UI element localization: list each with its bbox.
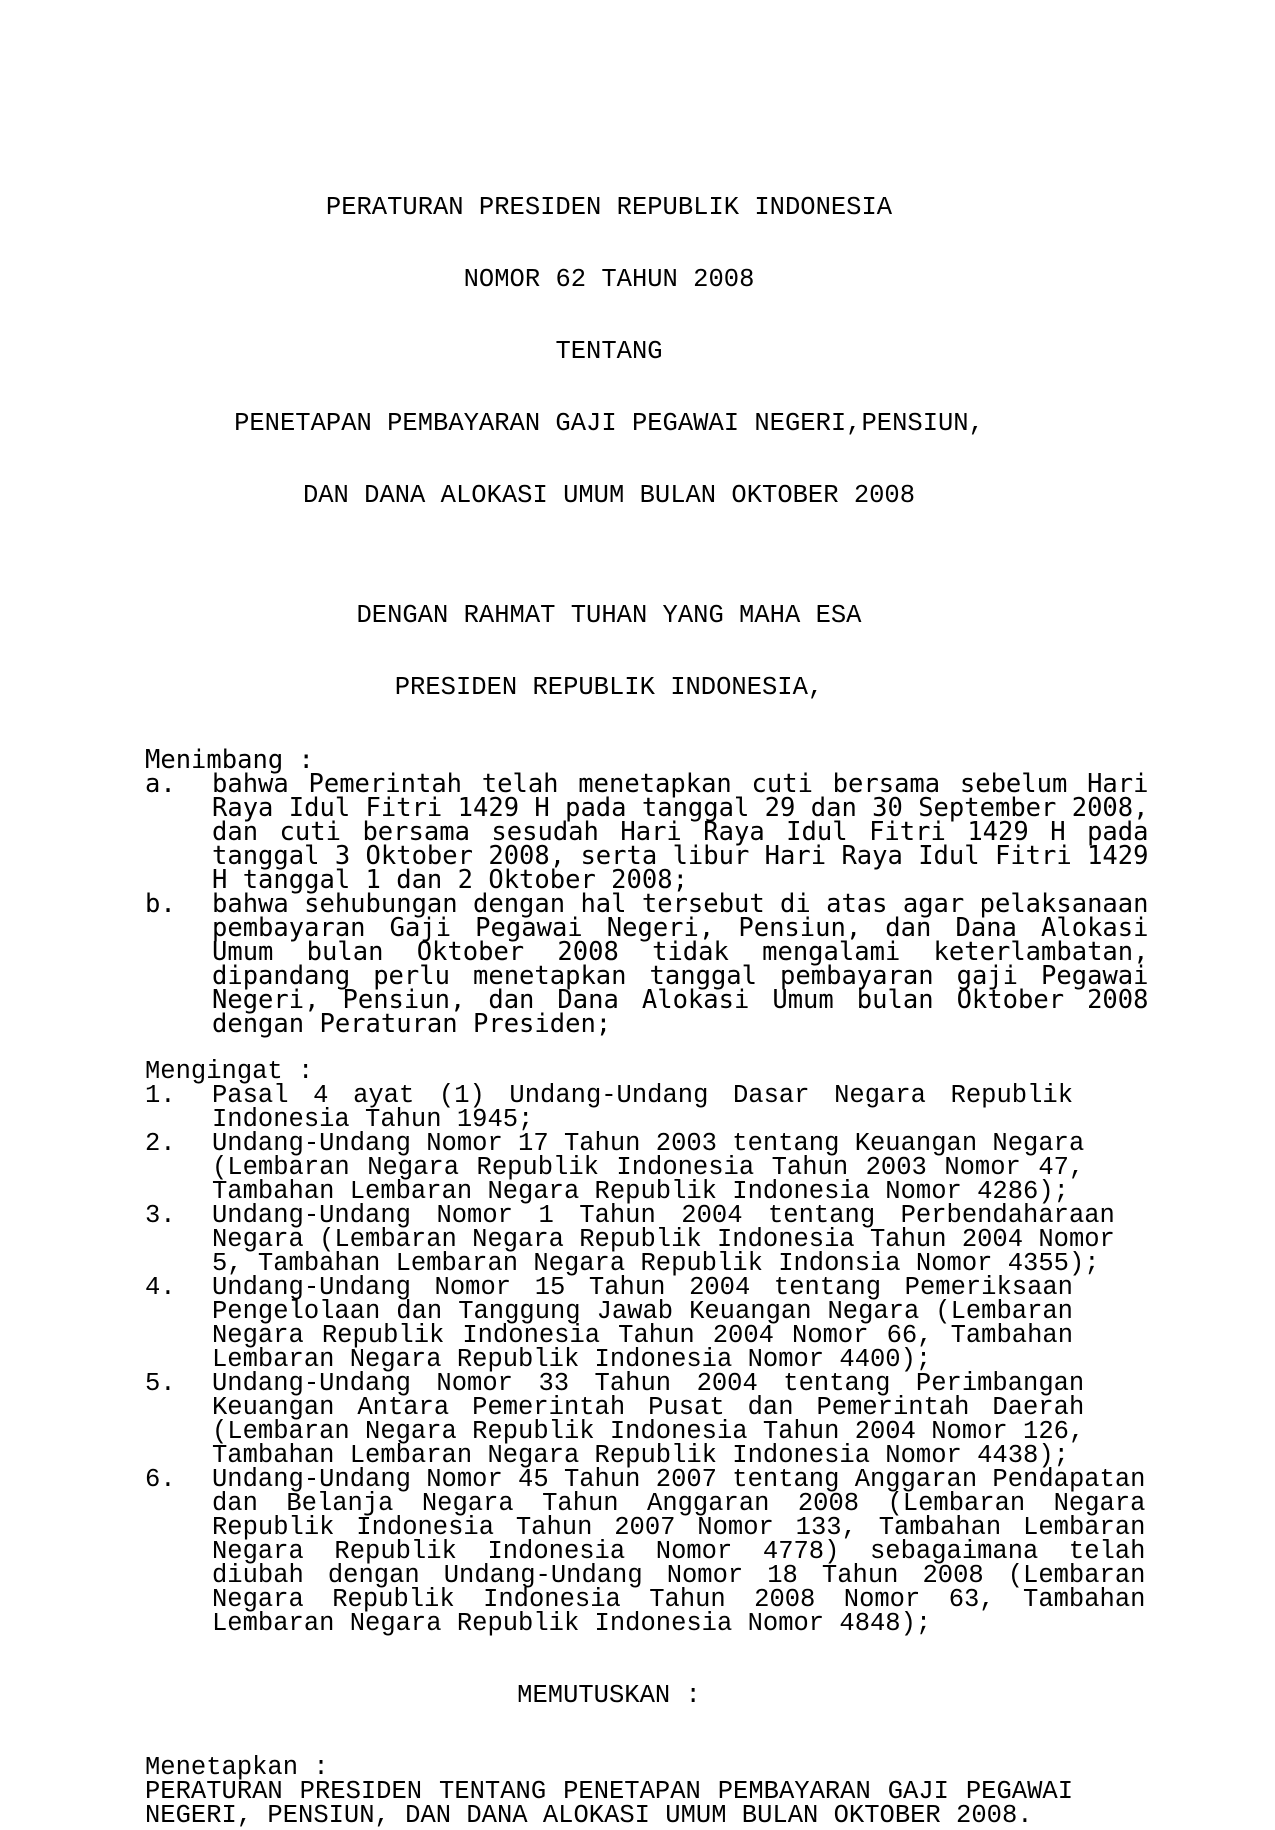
list-body xyxy=(212,1129,1085,1206)
text-line: dengan Peraturan Presiden; xyxy=(212,1009,612,1039)
list-item xyxy=(145,1465,1146,1638)
title-line-4: PENETAPAN PEMBAYARAN GAJI PEGAWAI NEGERI,PENSIUN, xyxy=(234,409,984,438)
title-line-2: NOMOR 62 TAHUN 2008 xyxy=(463,265,755,294)
text-line: Keuangan Antara Pemerintah Pusat dan Pemerintah Daerah xyxy=(212,1393,1085,1422)
list-body xyxy=(212,1369,1085,1470)
text-line: (Lembaran Negara Republik Indonesia Tahun 2004 Nomor 126, xyxy=(212,1417,1085,1446)
list-body xyxy=(212,1201,1115,1278)
text-line: PERATURAN PRESIDEN TENTANG PENETAPAN PEMBAYARAN GAJI PEGAWAI xyxy=(145,1777,1073,1806)
text-line: Negara (Lembaran Negara Republik Indonesia Tahun 2004 Nomor xyxy=(212,1225,1115,1254)
text-line: Lembaran Negara Republik Indonesia Nomor 4848); xyxy=(212,1609,932,1638)
text-line: Indonesia Tahun 1945; xyxy=(212,1105,534,1134)
text-line: pembayaran Gaji Pegawai Negeri, Pensiun, dan Dana Alokasi xyxy=(212,913,1149,943)
text-line: Negara Republik Indonesia Tahun 2004 Nomor 66, Tambahan xyxy=(212,1321,1073,1350)
list-item xyxy=(145,1081,1073,1134)
spacer-after-memutuskan xyxy=(145,1708,1073,1756)
memutuskan-heading: MEMUTUSKAN : xyxy=(517,1681,701,1710)
list-marker: b. xyxy=(145,889,176,919)
list-item xyxy=(145,889,1149,1039)
text-line: H tanggal 1 dan 2 Oktober 2008; xyxy=(212,865,688,895)
authority-line: PRESIDEN REPUBLIK INDONESIA, xyxy=(394,673,824,702)
document-title-block xyxy=(145,148,1073,556)
text-line: Undang-Undang Nomor 15 Tahun 2004 tentang Pemeriksaan xyxy=(212,1273,1073,1302)
spacer-after-blessing xyxy=(145,628,1073,676)
text-line: Negeri, Pensiun, dan Dana Alokasi Umum bulan Oktober 2008 xyxy=(212,985,1149,1015)
text-line: dan cuti bersama sesudah Hari Raya Idul Fitri 1429 H pada xyxy=(212,817,1149,847)
menetapkan-label: Menetapkan : xyxy=(145,1753,329,1782)
list-body xyxy=(212,1273,1073,1374)
list-item xyxy=(145,769,1149,895)
list-body xyxy=(212,889,1149,1039)
text-line: Undang-Undang Nomor 45 Tahun 2007 tentang Anggaran Pendapatan xyxy=(212,1465,1146,1494)
list-marker: 1. xyxy=(145,1081,176,1110)
mengingat-list xyxy=(145,1081,1146,1638)
title-line-1: PERATURAN PRESIDEN REPUBLIK INDONESIA xyxy=(325,193,893,222)
text-line: bahwa Pemerintah telah menetapkan cuti bersama sebelum Hari xyxy=(212,769,1149,799)
text-line: bahwa sehubungan dengan hal tersebut di atas agar pelaksanaan xyxy=(212,889,1149,919)
list-item xyxy=(145,1273,1073,1374)
list-marker: 2. xyxy=(145,1129,176,1158)
list-item xyxy=(145,1201,1115,1278)
menimbang-label: Menimbang : xyxy=(145,745,314,775)
text-line: Tambahan Lembaran Negara Republik Indonesia Nomor 4438); xyxy=(212,1441,1069,1470)
title-line-3: TENTANG xyxy=(555,337,663,366)
list-item xyxy=(145,1129,1085,1206)
list-body xyxy=(212,1081,1073,1134)
text-line: Negara Republik Indonesia Nomor 4778) sebagaimana telah xyxy=(212,1537,1146,1566)
list-body xyxy=(212,1465,1146,1638)
text-line: Republik Indonesia Tahun 2007 Nomor 133, Tambahan Lembaran xyxy=(212,1513,1146,1542)
blessing-line: DENGAN RAHMAT TUHAN YANG MAHA ESA xyxy=(356,601,862,630)
text-line: Tambahan Lembaran Negara Republik Indonesia Nomor 4286); xyxy=(212,1177,1069,1206)
text-line: dan Belanja Negara Tahun Anggaran 2008 (Lembaran Negara xyxy=(212,1489,1146,1518)
decision-body xyxy=(145,1777,1073,1830)
list-body xyxy=(212,769,1149,895)
text-line: Undang-Undang Nomor 1 Tahun 2004 tentang Perbendaharaan xyxy=(212,1201,1115,1230)
menimbang-list xyxy=(145,769,1149,1039)
text-line: Umum bulan Oktober 2008 tidak mengalami keterlambatan, xyxy=(212,937,1149,967)
mengingat-label: Mengingat : xyxy=(145,1057,314,1086)
text-line: Raya Idul Fitri 1429 H pada tanggal 29 dan 30 September 2008, xyxy=(212,793,1149,823)
document-content xyxy=(145,148,1149,1830)
title-line-5: DAN DANA ALOKASI UMUM BULAN OKTOBER 2008 xyxy=(302,481,916,510)
text-line: Pasal 4 ayat (1) Undang-Undang Dasar Negara Republik xyxy=(212,1081,1073,1110)
list-marker: 6. xyxy=(145,1465,176,1494)
text-line: Lembaran Negara Republik Indonesia Nomor 4400); xyxy=(212,1345,932,1374)
text-line: tanggal 3 Oktober 2008, serta libur Hari Raya Idul Fitri 1429 xyxy=(212,841,1149,871)
text-line: Negara Republik Indonesia Tahun 2008 Nomor 63, Tambahan xyxy=(212,1585,1146,1614)
spacer-after-title xyxy=(145,556,1073,604)
list-marker: 4. xyxy=(145,1273,176,1302)
text-line: Undang-Undang Nomor 33 Tahun 2004 tentang Perimbangan xyxy=(212,1369,1085,1398)
text-line: 5, Tambahan Lembaran Negara Republik Indonsia Nomor 4355); xyxy=(212,1249,1100,1278)
text-line: dipandang perlu menetapkan tanggal pembayaran gaji Pegawai xyxy=(212,961,1149,991)
text-line: NEGERI, PENSIUN, DAN DANA ALOKASI UMUM BULAN OKTOBER 2008. xyxy=(145,1801,1033,1830)
text-line: (Lembaran Negara Republik Indonesia Tahun 2003 Nomor 47, xyxy=(212,1153,1085,1182)
list-marker: 3. xyxy=(145,1201,176,1230)
list-marker: a. xyxy=(145,769,176,799)
spacer-after-authority xyxy=(145,700,1073,748)
list-marker: 5. xyxy=(145,1369,176,1398)
text-line: diubah dengan Undang-Undang Nomor 18 Tahun 2008 (Lembaran xyxy=(212,1561,1146,1590)
list-item xyxy=(145,1369,1085,1470)
text-line: Undang-Undang Nomor 17 Tahun 2003 tentang Keuangan Negara xyxy=(212,1129,1085,1158)
spacer-before-memutuskan xyxy=(145,1636,1073,1684)
text-line: Pengelolaan dan Tanggung Jawab Keuangan Negara (Lembaran xyxy=(212,1297,1073,1326)
